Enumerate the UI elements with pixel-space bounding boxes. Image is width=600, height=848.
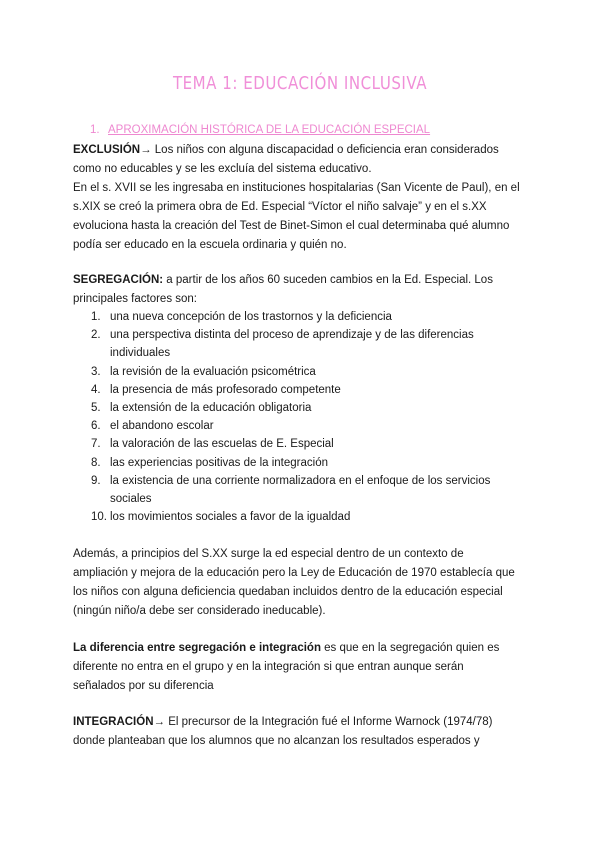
paragraph-line: como no educables y se les excluía del sistema educativo. xyxy=(73,163,372,175)
list-item xyxy=(91,326,521,362)
list-item xyxy=(91,417,521,435)
segregacion-paragraph xyxy=(73,271,533,309)
list-text: individuales xyxy=(110,347,171,360)
paragraph-line xyxy=(73,639,533,658)
text-run: es que en la segregación quien es xyxy=(320,642,500,654)
list-text: una perspectiva distinta del proceso de aprendizaje y de las diferencias xyxy=(110,329,474,342)
list-number: 2. xyxy=(91,329,101,342)
list-text: una nueva concepción de los trastornos y la deficiencia xyxy=(110,311,392,323)
list-number: 10. xyxy=(91,511,107,524)
paragraph-line: podía ser educado en la escuela ordinaria y quién no. xyxy=(73,239,347,251)
list-text: la valoración de las escuelas de E. Especial xyxy=(110,438,334,451)
list-item xyxy=(91,435,521,453)
list-text: la revisión de la evaluación psicométrica xyxy=(110,365,316,378)
list-number: 6. xyxy=(91,420,101,433)
paragraph-line: Además, a principios del S.XX surge la ed especial dentro de un contexto de xyxy=(73,548,464,560)
factors-list xyxy=(91,308,521,526)
exclusion-paragraph xyxy=(73,141,533,255)
list-item xyxy=(91,472,521,508)
list-text: sociales xyxy=(110,493,152,506)
list-text: el abandono escolar xyxy=(110,420,214,433)
diferencia-paragraph xyxy=(73,639,533,696)
list-text: la presencia de más profesorado competente xyxy=(110,383,341,396)
paragraph-line: En el s. XVII se les ingresaba en instituciones hospitalarias (San Vicente de Paul), en el xyxy=(73,182,520,194)
segregacion-label: SEGREGACIÓN: xyxy=(73,274,164,286)
diferencia-label: La diferencia entre segregación e integración xyxy=(73,642,321,654)
text-run: El precursor de la Integración fué el Informe Warnock (1974/78) xyxy=(165,716,493,728)
list-item xyxy=(91,508,521,526)
integracion-label: INTEGRACIÓN xyxy=(73,716,154,728)
list-number: 3. xyxy=(91,365,101,378)
list-item xyxy=(91,381,521,399)
arrow-glyph: → xyxy=(153,716,165,728)
paragraph-line: los niños con alguna deficiencia quedaban incluidos dentro de la educación especial xyxy=(73,586,503,598)
paragraph-line xyxy=(73,271,533,290)
paragraph-line: señalados por su diferencia xyxy=(73,680,214,692)
paragraph-line: donde planteaban que los alumnos que no alcanzan los resultados esperados y xyxy=(73,735,480,747)
paragraph-line: principales factores son: xyxy=(73,293,198,305)
list-number: 9. xyxy=(91,474,101,487)
list-number: 4. xyxy=(91,383,101,396)
text-run: a partir de los años 60 suceden cambios en la Ed. Especial. Los xyxy=(163,274,493,286)
list-item xyxy=(91,308,521,326)
ademas-paragraph xyxy=(73,545,533,621)
paragraph-line: s.XIX se creó la primera obra de Ed. Especial “Víctor el niño salvaje” y en el s.XX xyxy=(73,201,487,213)
list-item xyxy=(91,363,521,381)
paragraph-line: (ningún niño/a debe ser considerado ineducable). xyxy=(73,605,326,617)
paragraph-line: diferente no entra en el grupo y en la integración si que entran aunque serán xyxy=(73,661,464,673)
list-text: las experiencias positivas de la integración xyxy=(110,456,328,469)
page-title: TEMA 1: EDUCACIÓN INCLUSIVA xyxy=(172,74,428,94)
text-run: Los niños con alguna discapacidad o deficiencia eran considerados xyxy=(151,144,499,156)
paragraph-line: ampliación y mejora de la educación pero la Ley de Educación de 1970 establecía que xyxy=(73,567,515,579)
section-number: 1. xyxy=(90,124,100,136)
list-text: la existencia de una corriente normalizadora en el enfoque de los servicios xyxy=(110,474,491,487)
integracion-paragraph xyxy=(73,713,533,751)
paragraph-line: evoluciona hasta la creación del Test de Binet-Simon el cual determinaba qué alumno xyxy=(73,220,510,232)
section-heading xyxy=(90,124,430,136)
list-number: 7. xyxy=(91,438,101,451)
list-text: la extensión de la educación obligatoria xyxy=(110,402,312,415)
arrow-glyph: → xyxy=(140,144,152,156)
exclusion-label: EXCLUSIÓN xyxy=(73,144,141,156)
list-number: 5. xyxy=(91,402,101,415)
list-item xyxy=(91,399,521,417)
list-item xyxy=(91,454,521,472)
paragraph-line xyxy=(73,713,533,732)
list-number: 1. xyxy=(91,311,101,323)
section-heading-text: APROXIMACIÓN HISTÓRICA DE LA EDUCACIÓN ESPECIAL xyxy=(108,124,431,136)
list-number: 8. xyxy=(91,456,101,469)
list-text: los movimientos sociales a favor de la igualdad xyxy=(110,511,351,524)
paragraph-line xyxy=(73,141,533,160)
